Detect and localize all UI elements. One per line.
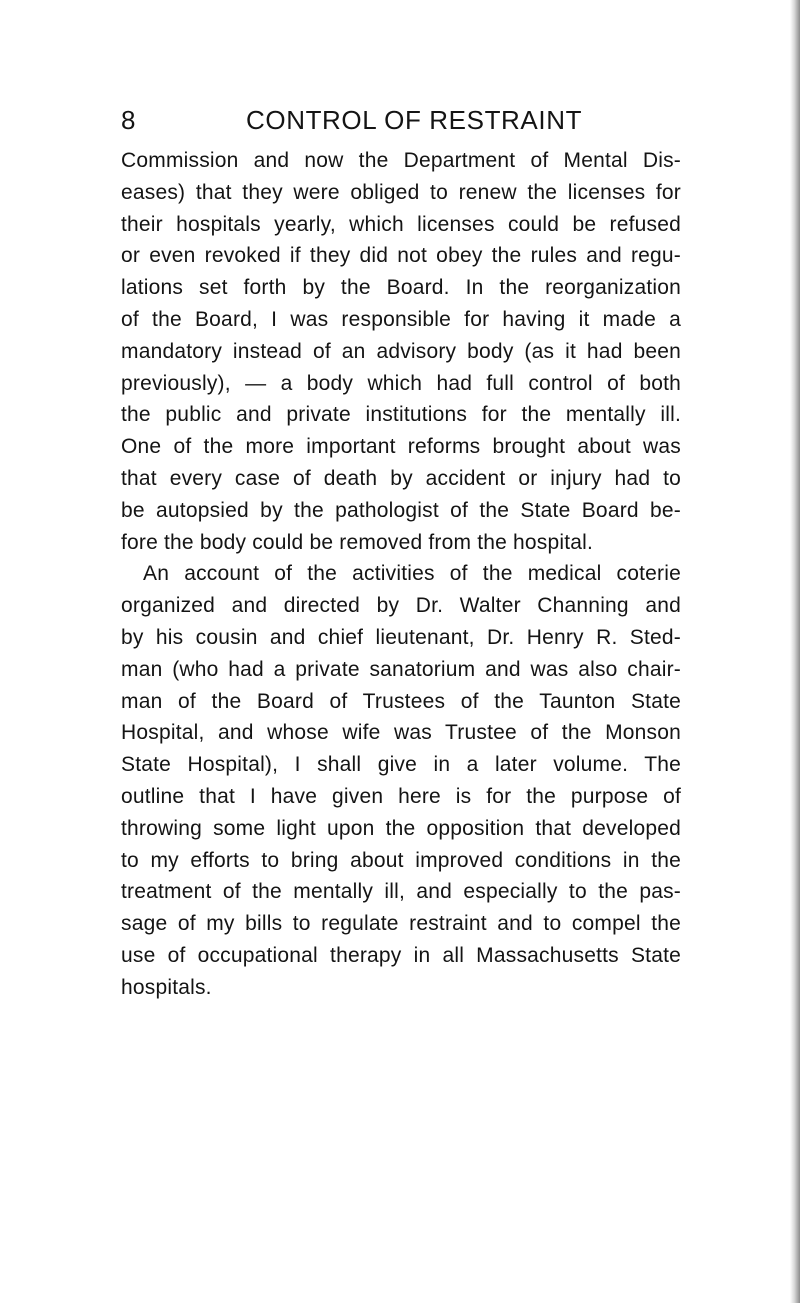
text-line: lations set forth by the Board. In the reorganization [121, 276, 681, 300]
text-line: the public and private institutions for the mentally ill. [121, 403, 681, 427]
text-line: organized and directed by Dr. Walter Channing and [121, 594, 681, 618]
text-line: of the Board, I was responsible for having it made a [121, 307, 681, 331]
page-edge-shadow [790, 0, 800, 1303]
text-line: hospitals. [121, 975, 212, 999]
text-line: Commission and now the Department of Mental Dis- [121, 149, 681, 172]
text-line: use of occupational therapy in all Massachusetts State [121, 943, 681, 967]
text-line: man of the Board of Trustees of the Taunton State [121, 689, 681, 713]
text-line: to my efforts to bring about improved conditions in the [121, 848, 681, 872]
text-line: fore the body could be removed from the hospital. [121, 530, 594, 554]
text-line: or even revoked if they did not obey the rules and regu- [121, 244, 681, 268]
text-line: outline that I have given here is for the purpose of [121, 784, 681, 808]
text-line: previously), — a body which had full control of both [121, 371, 681, 395]
text-line: that every case of death by accident or injury had to [121, 466, 681, 490]
text-line: mandatory instead of an advisory body (as it had been [121, 339, 681, 363]
text-line: man (who had a private sanatorium and was also chair- [121, 657, 681, 681]
page-header [121, 100, 681, 140]
text-line: sage of my bills to regulate restraint and to compel the [121, 912, 681, 936]
text-line: their hospitals yearly, which licenses could be refused [121, 212, 681, 236]
text-line: by his cousin and chief lieutenant, Dr. Henry R. Sted- [121, 625, 681, 649]
text-line: Hospital, and whose wife was Trustee of the Monson [121, 721, 681, 745]
text-line: One of the more important reforms brought about was [121, 435, 681, 459]
text-line: State Hospital), I shall give in a later volume. The [121, 753, 681, 777]
text-line: treatment of the mentally ill, and especially to the pas- [121, 880, 681, 904]
text-line: An account of the activities of the medical coterie [143, 562, 681, 586]
text-line: eases) that they were obliged to renew the licenses for [121, 180, 681, 204]
body-text [121, 145, 681, 1004]
text-line: throwing some light upon the opposition that developed [121, 816, 681, 840]
page-number: 8 [121, 105, 136, 135]
running-head: CONTROL OF RESTRAINT [246, 105, 583, 135]
text-line: be autopsied by the pathologist of the State Board be- [121, 498, 681, 522]
